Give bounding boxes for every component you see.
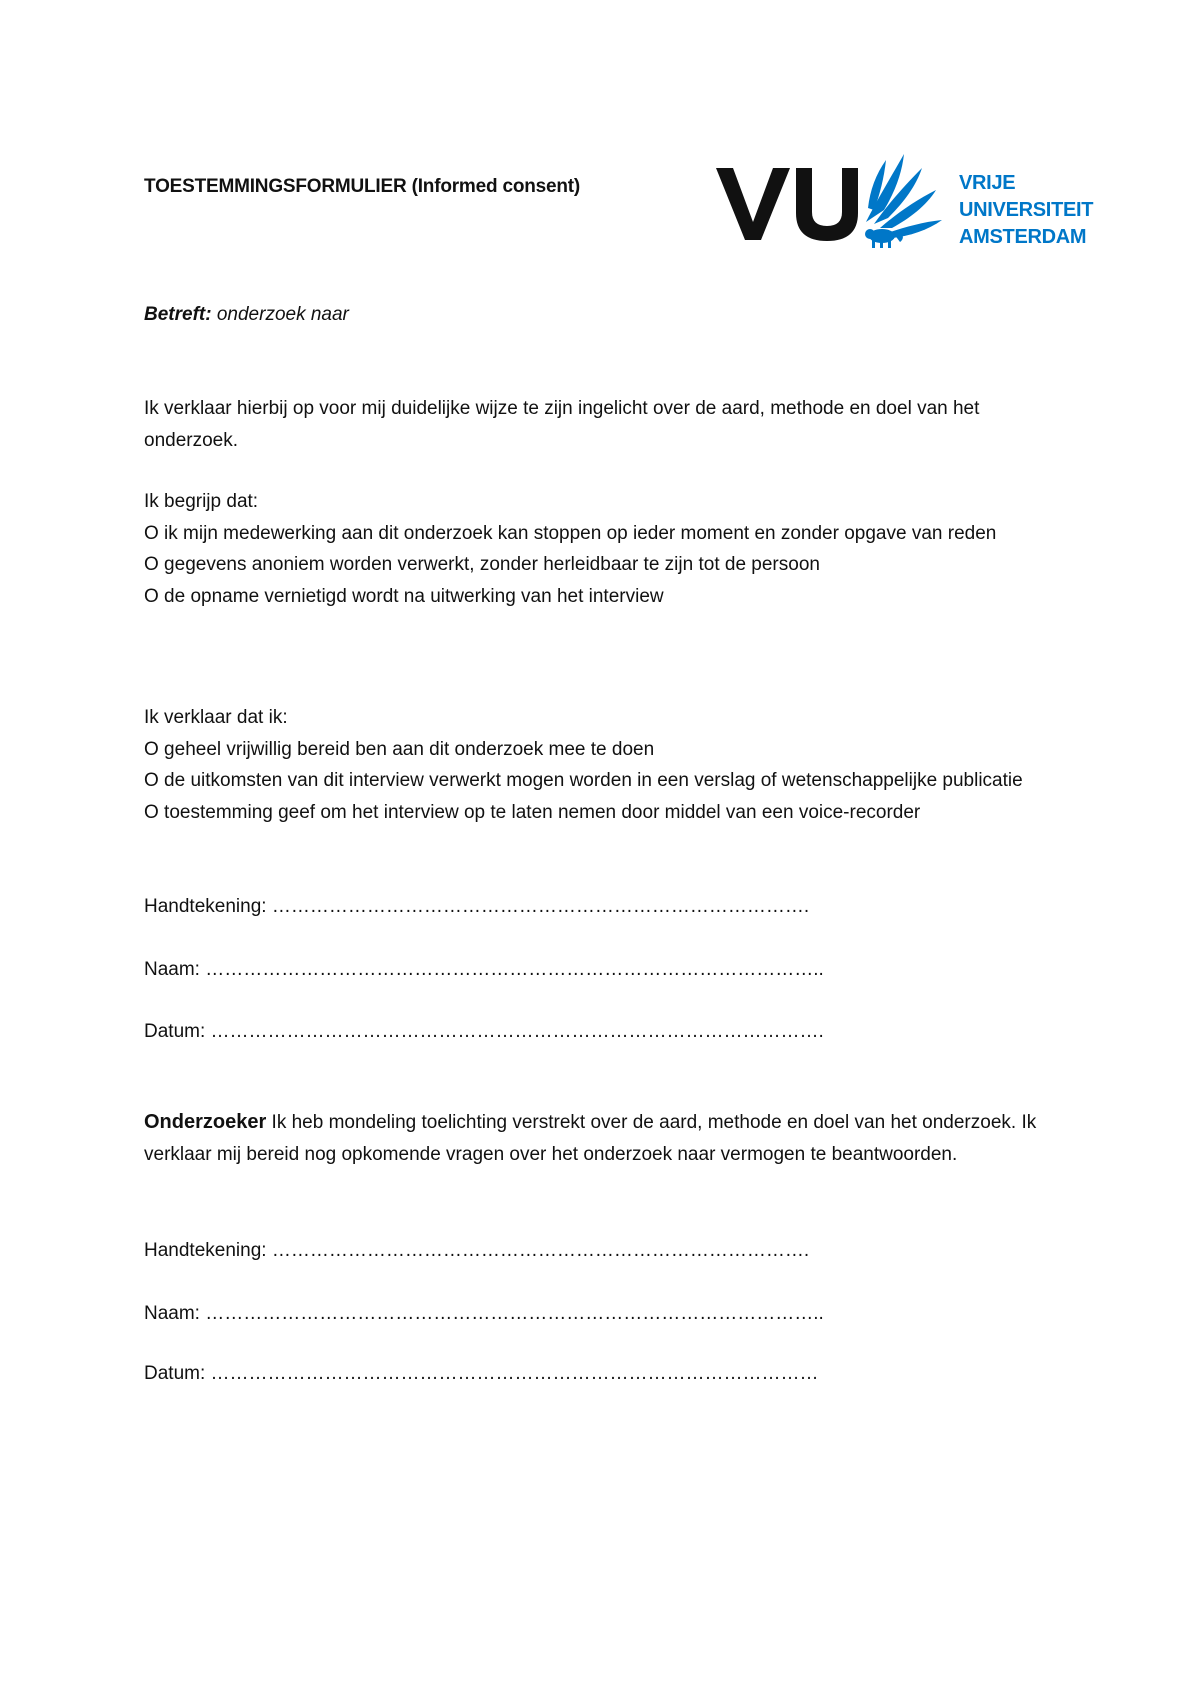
researcher-text: Ik heb mondeling toelichting verstrekt over de aard, methode en doel van het onderzoek. Ik verklaar mij bereid nog opkomende vragen over het onderzoek naar vermogen te beantwoorden.: [144, 1112, 1037, 1165]
declare-item: O toestemming geef om het interview op te laten nemen door middel van een voice-recorder: [144, 801, 921, 823]
vu-logo-mark: [716, 150, 956, 250]
researcher-name-field[interactable]: Naam: ……………………………………………………………………………………..: [144, 1303, 824, 1324]
logo-line-vrije: VRIJE: [959, 172, 1016, 194]
participant-signature-field[interactable]: Handtekening: ………………………………………………………………………….: [144, 896, 810, 917]
logo-line-amsterdam: AMSTERDAM: [959, 226, 1087, 248]
subject-label: Betreft:: [144, 304, 212, 325]
researcher-signature-field[interactable]: Handtekening: ………………………………………………………………………….: [144, 1240, 810, 1261]
understand-section: [144, 486, 1064, 612]
declare-item: O geheel vrijwillig bereid ben aan dit onderzoek mee te doen: [144, 738, 655, 760]
understand-item: O ik mijn medewerking aan dit onderzoek kan stoppen op ieder moment en zonder opgave van reden: [144, 522, 997, 544]
intro-text: Ik verklaar hierbij op voor mij duidelijke wijze te zijn ingelicht over de aard, methode en doel van het onderzoek.: [144, 398, 980, 451]
understand-item: O de opname vernietigd wordt na uitwerking van het interview: [144, 585, 664, 607]
griffin-feather-icon: [865, 154, 942, 248]
researcher-label: Onderzoeker: [144, 1111, 267, 1133]
logo-line-universiteit: UNIVERSITEIT: [959, 199, 1094, 221]
vu-logo-wordmark: [959, 170, 1093, 251]
researcher-paragraph: [144, 1107, 1064, 1170]
understand-item: O gegevens anoniem worden verwerkt, zonder herleidbaar te zijn tot de persoon: [144, 554, 820, 575]
declare-section: [144, 702, 1064, 828]
participant-name-field[interactable]: Naam: ……………………………………………………………………………………..: [144, 959, 824, 980]
logo-letter-v: [716, 168, 790, 240]
vu-logo: [716, 150, 1106, 250]
understand-heading: Ik begrijp dat:: [144, 491, 259, 512]
researcher-section: [144, 1107, 1064, 1170]
logo-letter-u: [796, 168, 858, 241]
intro-paragraph: [144, 393, 1064, 456]
researcher-date-field[interactable]: Datum: ……………………………………………………………………………………: [144, 1363, 819, 1384]
declare-item: O de uitkomsten van dit interview verwerkt mogen worden in een verslag of wetenschappelijke publicatie: [144, 770, 1023, 791]
subject-value: onderzoek naar: [216, 304, 349, 325]
document-title: TOESTEMMINGSFORMULIER (Informed consent): [144, 176, 581, 197]
subject-line: [144, 299, 1064, 331]
declare-heading: Ik verklaar dat ik:: [144, 707, 288, 728]
participant-date-field[interactable]: Datum: …………………………………………………………………………………….: [144, 1021, 824, 1042]
